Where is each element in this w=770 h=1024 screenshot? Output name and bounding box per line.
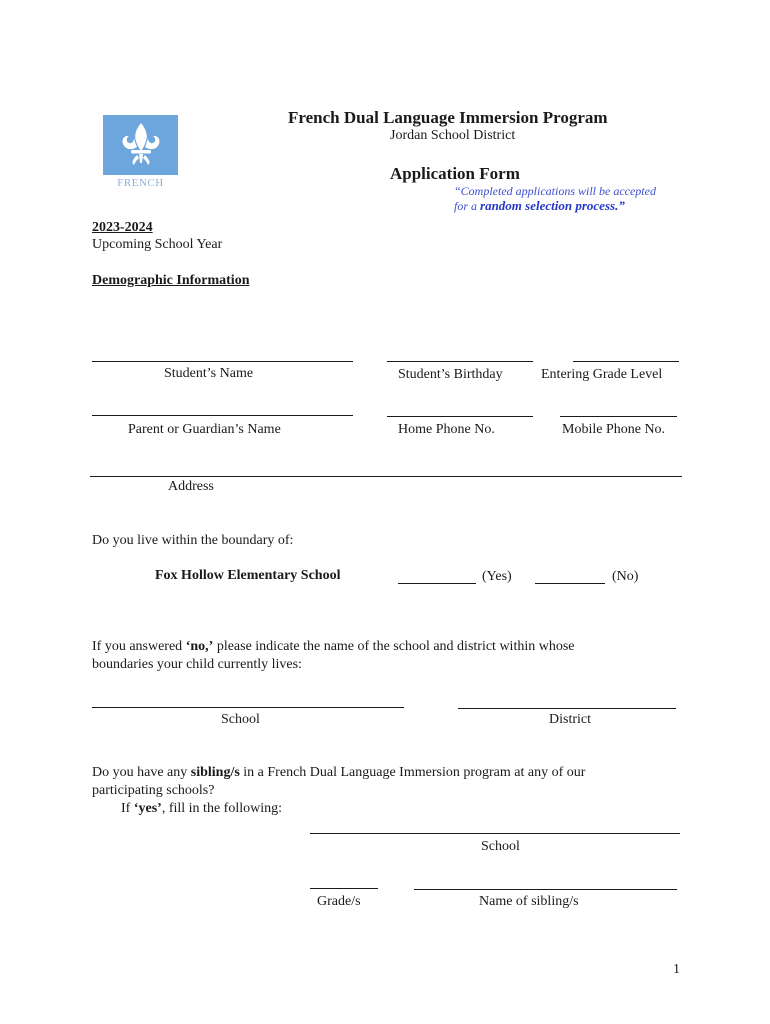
- program-title: French Dual Language Immersion Program: [288, 108, 608, 127]
- sibling-school-field[interactable]: [310, 833, 680, 834]
- boundary-school-name: Fox Hollow Elementary School: [155, 568, 341, 583]
- school-year-label: Upcoming School Year: [92, 237, 223, 252]
- sibling-bold: sibling/s: [190, 765, 240, 780]
- boundary-no-label: (No): [612, 569, 639, 584]
- current-school-field[interactable]: [92, 707, 404, 708]
- no-answer-line2: boundaries your child currently lives:: [92, 657, 302, 672]
- sibling-if-bold: ‘yes’: [133, 801, 162, 816]
- no-answer-line1: [92, 639, 575, 655]
- sibling-name-field[interactable]: [414, 889, 677, 890]
- current-district-field[interactable]: [458, 708, 676, 709]
- current-district-label: District: [549, 712, 591, 727]
- sibling-grade-field[interactable]: [310, 888, 378, 889]
- no-answer-bold: ‘no,’: [185, 639, 214, 654]
- sibling-school-label: School: [481, 839, 520, 854]
- logo-caption: FRENCH: [117, 177, 164, 189]
- school-year: 2023-2024: [92, 220, 153, 235]
- selection-note-bold: random selection process.”: [480, 198, 625, 213]
- sibling-question-line2: participating schools?: [92, 783, 215, 798]
- home-phone-field[interactable]: [387, 416, 533, 417]
- parent-name-field[interactable]: [92, 415, 353, 416]
- home-phone-label: Home Phone No.: [398, 422, 495, 437]
- no-answer-prefix: If you answered: [92, 639, 183, 654]
- fleur-de-lis-icon: [119, 121, 163, 167]
- student-name-field[interactable]: [92, 361, 353, 362]
- french-logo: [103, 115, 178, 175]
- sibling-suffix: in a French Dual Language Immersion program at any of our: [243, 765, 586, 780]
- selection-note-prefix: for a: [454, 199, 478, 213]
- mobile-phone-field[interactable]: [560, 416, 677, 417]
- boundary-question: Do you live within the boundary of:: [92, 533, 294, 548]
- sibling-if-prefix: If: [121, 801, 131, 816]
- sibling-grade-label: Grade/s: [317, 894, 361, 909]
- student-birthday-label: Student’s Birthday: [398, 367, 503, 382]
- boundary-no-field[interactable]: [535, 583, 605, 584]
- parent-name-label: Parent or Guardian’s Name: [128, 422, 281, 437]
- sibling-name-label: Name of sibling/s: [479, 894, 579, 909]
- no-answer-suffix: please indicate the name of the school and district within whose: [216, 639, 575, 654]
- address-label: Address: [168, 479, 214, 494]
- student-birthday-field[interactable]: [387, 361, 533, 362]
- entering-grade-field[interactable]: [573, 361, 679, 362]
- demographic-heading: Demographic Information: [92, 273, 250, 288]
- address-field[interactable]: [90, 476, 682, 477]
- boundary-yes-field[interactable]: [398, 583, 476, 584]
- student-name-label: Student’s Name: [164, 366, 254, 381]
- form-title: Application Form: [390, 164, 520, 183]
- district-name: Jordan School District: [390, 128, 516, 143]
- sibling-question-line1: [92, 765, 585, 781]
- sibling-if-suffix: , fill in the following:: [161, 801, 282, 816]
- selection-note-line1: “Completed applications will be accepted: [454, 184, 656, 198]
- page-number: 1: [673, 962, 680, 977]
- entering-grade-label: Entering Grade Level: [541, 367, 663, 382]
- sibling-prefix: Do you have any: [92, 765, 188, 780]
- sibling-if-yes: [121, 801, 282, 817]
- mobile-phone-label: Mobile Phone No.: [562, 422, 666, 437]
- boundary-yes-label: (Yes): [482, 569, 512, 584]
- selection-note-line2: [454, 198, 625, 214]
- current-school-label: School: [221, 712, 260, 727]
